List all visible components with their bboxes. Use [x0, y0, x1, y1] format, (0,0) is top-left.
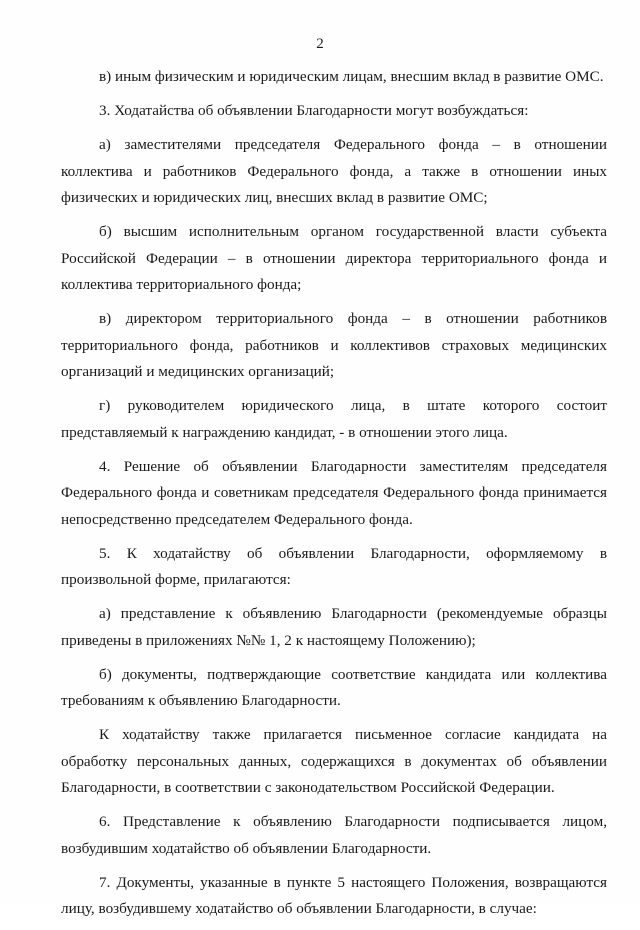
paragraph-5: в) директором территориального фонда – в отношении работников территориального фонда, работников и коллективов страховых медицинских организаций и медицинских организаций;	[61, 310, 607, 380]
paragraph-6: г) руководителем юридического лица, в штате которого состоит представляемый к награждению кандидат, - в отношении этого лица.	[61, 397, 607, 441]
paragraph-8: 5. К ходатайству об объявлении Благодарности, оформляемому в произвольной форме, прилагаются:	[61, 544, 607, 588]
paragraph-3: а) заместителями председателя Федерального фонда – в отношении коллектива и работников Федерального фонда, а также в отношении иных физических и юридических лиц, внесших вклад в развитие ОМС;	[61, 136, 607, 206]
paragraph-4: б) высшим исполнительным органом государственной власти субъекта Российской Федерации – в отношении директора территориального фонда и коллектива территориального фонда;	[61, 223, 607, 293]
paragraph-7: 4. Решение об объявлении Благодарности заместителям председателя Федерального фонда и советникам председателя Федерального фонда принимается непосредственно председателем Федерального фонда.	[61, 457, 607, 528]
paragraph-10: б) документы, подтверждающие соответствие кандидата или коллектива требованиям к объявлению Благодарности.	[61, 665, 607, 709]
paragraph-9: а) представление к объявлению Благодарности (рекомендуемые образцы приведены в приложениях №№ 1, 2 к настоящему Положению);	[61, 605, 607, 649]
paragraph-1: в) иным физическим и юридическим лицам, внесшим вклад в развитие ОМС.	[99, 68, 604, 85]
paragraph-2: 3. Ходатайства об объявлении Благодарности могут возбуждаться:	[99, 102, 529, 119]
paragraph-13: 7. Документы, указанные в пункте 5 настоящего Положения, возвращаются лицу, возбудившему ходатайство об объявлении Благодарности, в случае:	[61, 873, 607, 917]
page-number: 2	[316, 36, 324, 52]
document-body	[61, 64, 607, 930]
paragraph-11: К ходатайству также прилагается письменное согласие кандидата на обработку персональных данных, содержащихся в документах об объявлении Благодарности, в соответствии с законодательством Российской Федерации.	[61, 726, 607, 796]
paragraph-12: 6. Представление к объявлению Благодарности подписывается лицом, возбудившим ходатайство об объявлении Благодарности.	[61, 813, 607, 857]
